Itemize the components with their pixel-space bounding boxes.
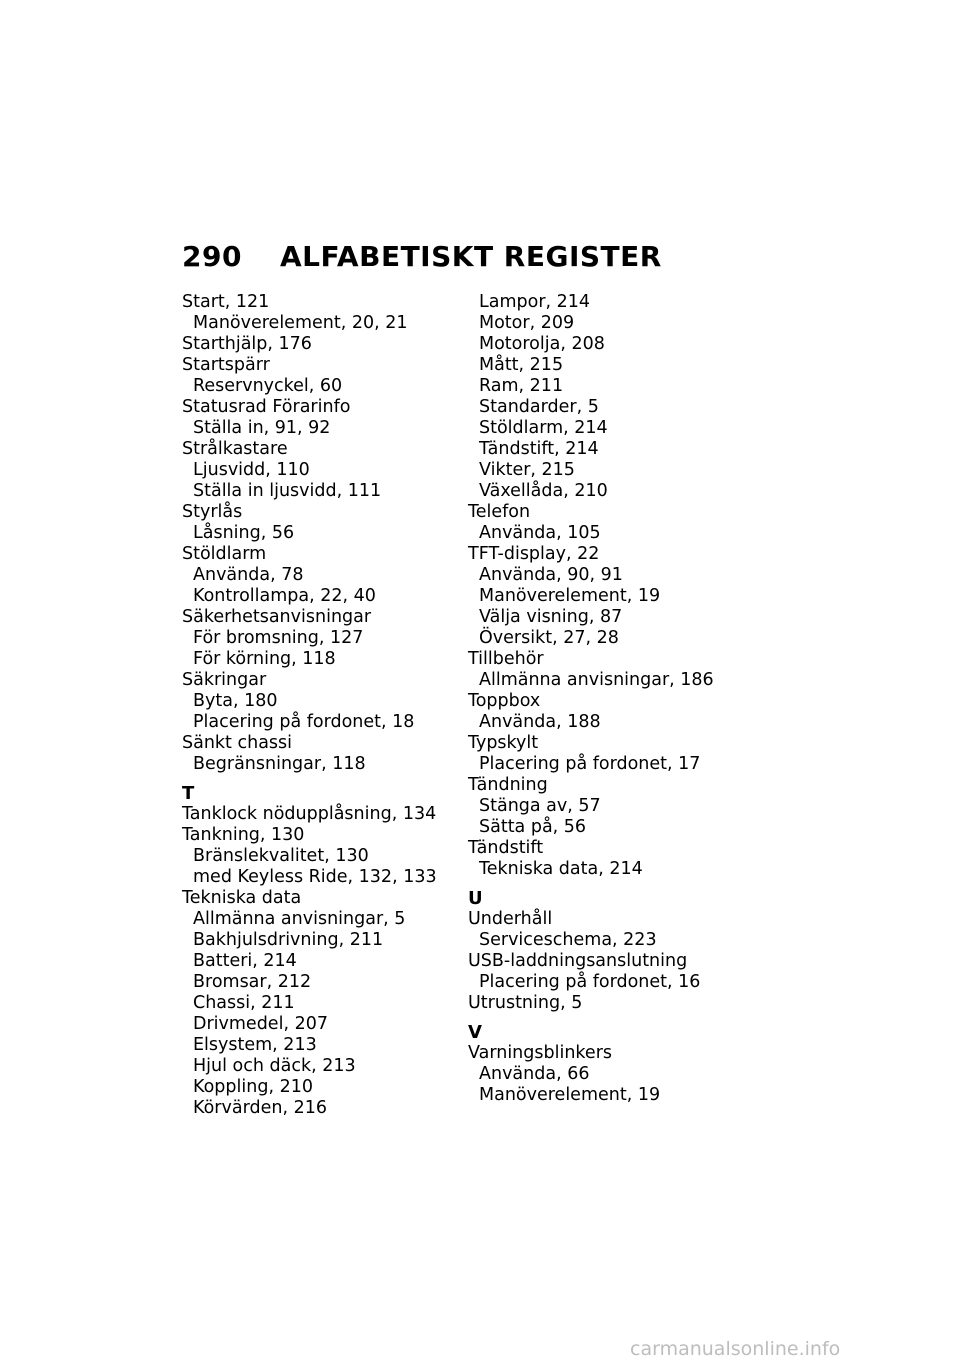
index-subentry: Tändstift, 214 [479, 439, 599, 459]
index-entry: Säkringar [182, 670, 267, 690]
index-subentry: Lampor, 214 [479, 292, 591, 312]
index-subentry: Använda, 90, 91 [479, 565, 623, 585]
index-entry: Stöldlarm [182, 544, 267, 564]
index-entry: Strålkastare [182, 439, 288, 459]
index-subentry: Placering på fordonet, 17 [479, 754, 701, 774]
index-subentry: Översikt, 27, 28 [479, 628, 619, 648]
index-subentry: Allmänna anvisningar, 186 [479, 670, 714, 690]
index-subentry: med Keyless Ride, 132, 133 [193, 867, 437, 887]
index-subentry: Motorolja, 208 [479, 334, 605, 354]
index-subentry: Ram, 211 [479, 376, 564, 396]
index-subentry: Kontrollampa, 22, 40 [193, 586, 376, 606]
index-subentry: Allmänna anvisningar, 5 [193, 909, 406, 929]
index-column-right [468, 292, 738, 1106]
index-entry: Sänkt chassi [182, 733, 293, 753]
index-subentry: Serviceschema, 223 [479, 930, 657, 950]
index-entry: Säkerhetsanvisningar [182, 607, 372, 627]
index-subentry: Använda, 78 [193, 565, 304, 585]
index-entry: Start, 121 [182, 292, 270, 312]
index-subentry: Koppling, 210 [193, 1077, 313, 1097]
index-subentry: Använda, 188 [479, 712, 601, 732]
index-subentry: Manöverelement, 20, 21 [193, 313, 408, 333]
index-entry: Statusrad Förarinfo [182, 397, 351, 417]
index-subentry: Batteri, 214 [193, 951, 297, 971]
index-subentry: Vikter, 215 [479, 460, 575, 480]
index-letter-heading: U [468, 888, 483, 909]
index-entry: Startspärr [182, 355, 270, 375]
index-subentry: För bromsning, 127 [193, 628, 364, 648]
index-subentry: För körning, 118 [193, 649, 336, 669]
index-entry: Varningsblinkers [468, 1043, 613, 1063]
page-number: 290 [182, 240, 242, 273]
index-entry: Underhåll [468, 909, 553, 929]
index-subentry: Byta, 180 [193, 691, 278, 711]
index-subentry: Ställa in, 91, 92 [193, 418, 331, 438]
index-entry: Styrlås [182, 502, 243, 522]
index-subentry: Använda, 66 [479, 1064, 590, 1084]
index-entry: Tändstift [468, 838, 544, 858]
index-column-left [182, 292, 452, 1119]
index-subentry: Bromsar, 212 [193, 972, 312, 992]
index-subentry: Manöverelement, 19 [479, 586, 661, 606]
index-entry: Tillbehör [468, 649, 544, 669]
index-subentry: Använda, 105 [479, 523, 601, 543]
index-subentry: Sätta på, 56 [479, 817, 587, 837]
index-entry: USB-laddningsanslutning [468, 951, 688, 971]
index-subentry: Hjul och däck, 213 [193, 1056, 356, 1076]
page-header [182, 240, 662, 273]
index-entry: Starthjälp, 176 [182, 334, 312, 354]
index-subentry: Placering på fordonet, 16 [479, 972, 701, 992]
page-title: ALFABETISKT REGISTER [280, 240, 662, 273]
index-subentry: Tekniska data, 214 [479, 859, 643, 879]
index-letter-heading: V [468, 1022, 482, 1043]
index-subentry: Standarder, 5 [479, 397, 599, 417]
index-subentry: Reservnyckel, 60 [193, 376, 343, 396]
index-subentry: Placering på fordonet, 18 [193, 712, 415, 732]
index-subentry: Drivmedel, 207 [193, 1014, 328, 1034]
index-subentry: Begränsningar, 118 [193, 754, 366, 774]
index-subentry: Elsystem, 213 [193, 1035, 317, 1055]
index-entry: Tändning [468, 775, 548, 795]
index-entry: Utrustning, 5 [468, 993, 583, 1013]
index-entry: Toppbox [468, 691, 541, 711]
index-subentry: Växellåda, 210 [479, 481, 608, 501]
index-subentry: Körvärden, 216 [193, 1098, 327, 1118]
index-letter-heading: T [182, 783, 195, 804]
index-subentry: Stöldlarm, 214 [479, 418, 608, 438]
index-entry: Tanklock nödupplåsning, 134 [182, 804, 437, 824]
index-subentry: Ställa in ljusvidd, 111 [193, 481, 382, 501]
index-subentry: Manöverelement, 19 [479, 1085, 661, 1105]
index-subentry: Motor, 209 [479, 313, 575, 333]
index-subentry: Mått, 215 [479, 355, 564, 375]
index-subentry: Bränslekvalitet, 130 [193, 846, 369, 866]
index-subentry: Ljusvidd, 110 [193, 460, 310, 480]
index-subentry: Stänga av, 57 [479, 796, 601, 816]
index-entry: Tankning, 130 [182, 825, 305, 845]
index-entry: TFT-display, 22 [468, 544, 600, 564]
index-entry: Tekniska data [182, 888, 302, 908]
index-entry: Typskylt [468, 733, 539, 753]
index-subentry: Låsning, 56 [193, 523, 295, 543]
watermark: carmanualsonline.info [630, 1338, 841, 1360]
index-subentry: Chassi, 211 [193, 993, 295, 1013]
index-entry: Telefon [468, 502, 531, 522]
index-subentry: Välja visning, 87 [479, 607, 623, 627]
index-subentry: Bakhjulsdrivning, 211 [193, 930, 384, 950]
